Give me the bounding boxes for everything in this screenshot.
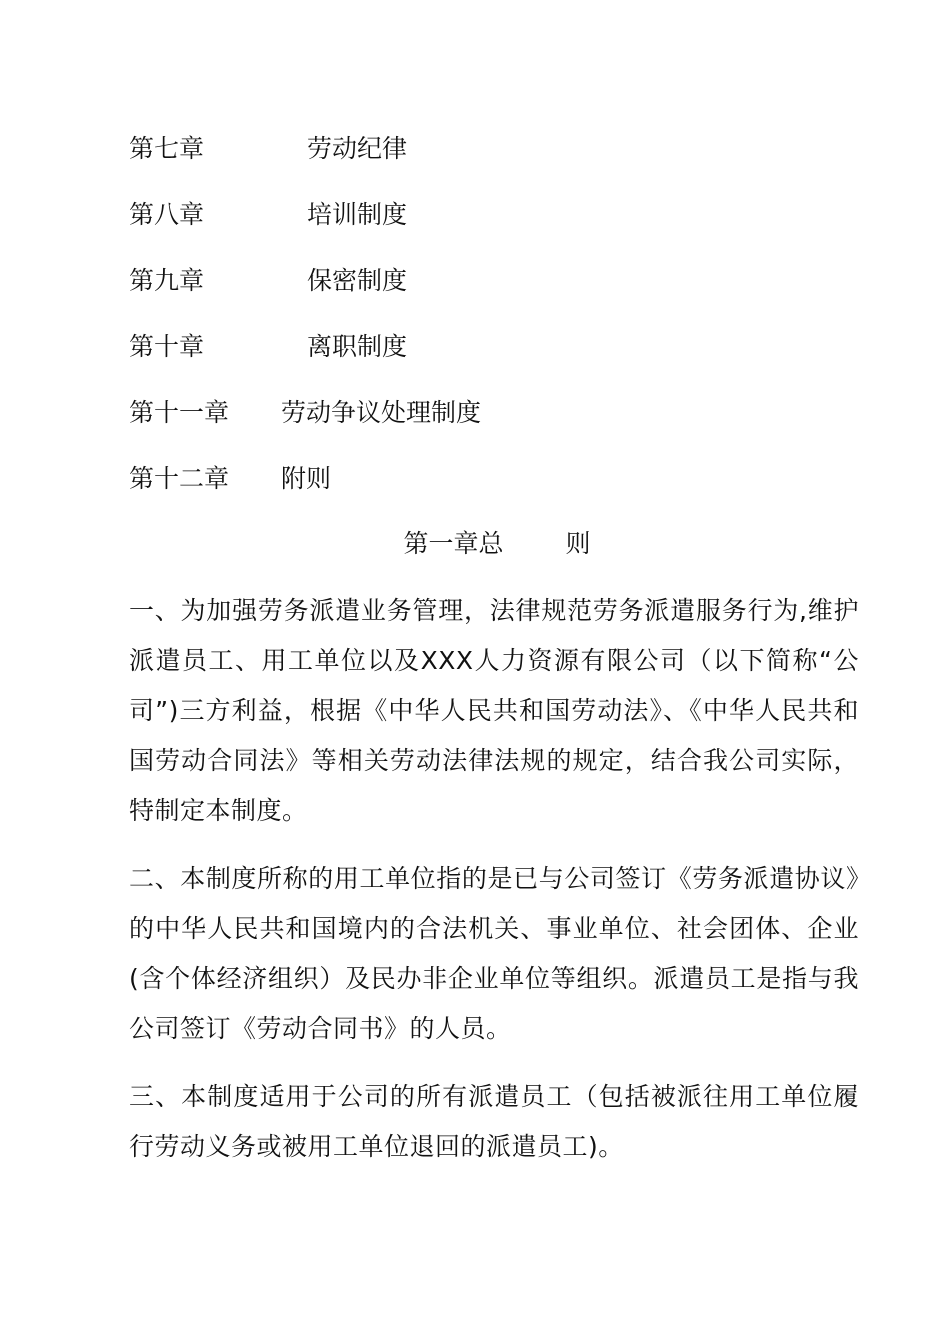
toc-chapter-number: 第十一章 <box>129 398 230 427</box>
toc-entry <box>129 259 849 325</box>
chapter-heading-left: 第一章总 <box>403 529 504 558</box>
toc-chapter-title: 离职制度 <box>307 332 408 361</box>
table-of-contents <box>129 127 849 523</box>
chapter-heading <box>0 522 950 566</box>
paragraph: 二、本制度所称的用工单位指的是已与公司签订《劳务派遣协议》的中华人民共和国境内的合法机关、事业单位、社会团体、企业(含个体经济组织）及民办非企业单位等组织。派遣员工是指与我公司签订《劳动合同书》的人员。 <box>129 864 859 1043</box>
toc-chapter-title: 劳动争议处理制度 <box>281 398 482 427</box>
chapter-heading-right: 则 <box>565 529 591 558</box>
toc-chapter-title: 培训制度 <box>307 200 408 229</box>
toc-entry <box>129 391 849 457</box>
toc-chapter-number: 第十章 <box>129 332 205 361</box>
toc-chapter-number: 第七章 <box>129 134 205 163</box>
paragraph: 三、本制度适用于公司的所有派遣员工（包括被派往用工单位履行劳动义务或被用工单位退回的派遣员工)。 <box>129 1082 859 1161</box>
chapter-heading-line <box>403 529 590 558</box>
chapter-body <box>129 586 859 1190</box>
toc-entry <box>129 127 849 193</box>
toc-chapter-title: 保密制度 <box>307 266 408 295</box>
paragraph: 一、为加强劳务派遣业务管理，法律规范劳务派遣服务行为,维护派遣员工、用工单位以及XXX人力资源有限公司（以下简称“公司”)三方利益，根据《中华人民共和国劳动法》、《中华人民共和国劳动合同法》等相关劳动法律法规的规定，结合我公司实际，特制定本制度。 <box>129 596 859 825</box>
toc-chapter-title: 附则 <box>281 464 332 493</box>
toc-chapter-number: 第九章 <box>129 266 205 295</box>
toc-chapter-number: 第十二章 <box>129 464 230 493</box>
toc-chapter-title: 劳动纪律 <box>307 134 408 163</box>
toc-chapter-number: 第八章 <box>129 200 205 229</box>
toc-entry <box>129 457 849 523</box>
toc-entry <box>129 193 849 259</box>
toc-entry <box>129 325 849 391</box>
